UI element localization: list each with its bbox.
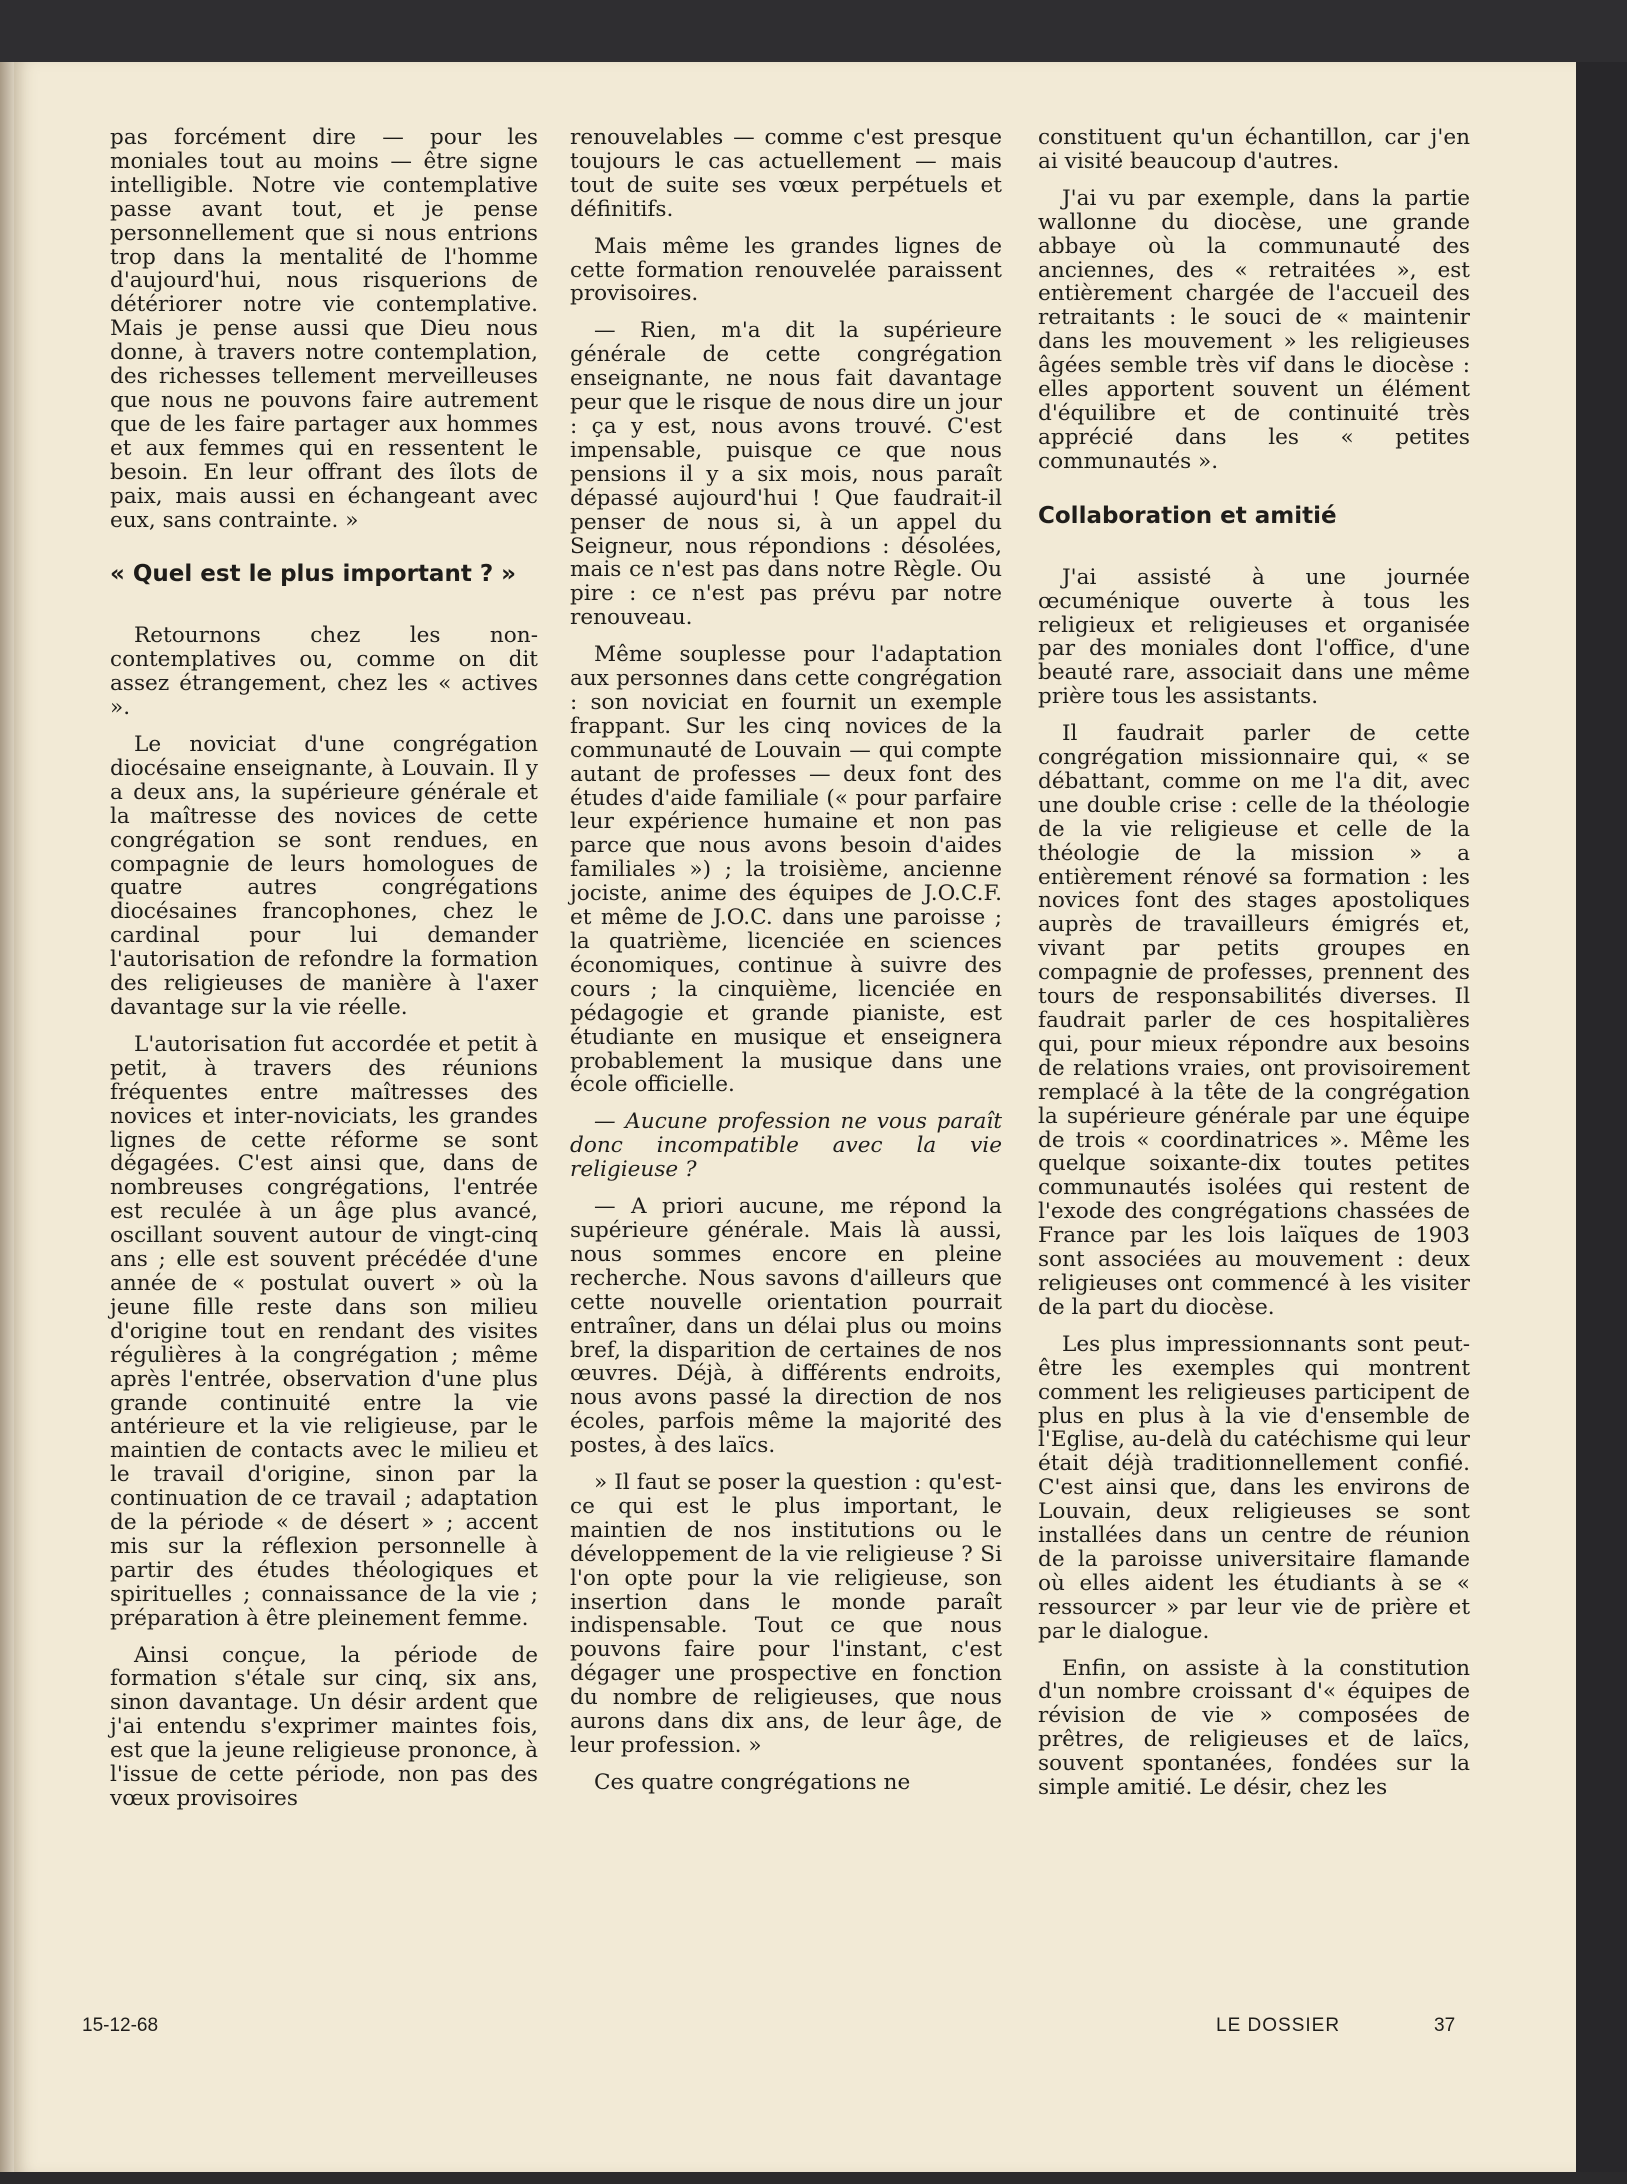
section-heading: Collaboration et amitié xyxy=(1038,502,1337,529)
paragraph: constituent qu'un échantillon, car j'en ai visité beaucoup d'autres. xyxy=(1038,125,1470,174)
footer-date: 15-12-68 xyxy=(82,2015,159,2036)
section-heading: « Quel est le plus important ? » xyxy=(110,561,517,588)
page-binding-edge xyxy=(0,62,14,2184)
scan-background-bottom xyxy=(0,2172,1627,2184)
scan-background-right xyxy=(1576,62,1627,2184)
scan-background-top xyxy=(0,0,1627,62)
paragraph: — A priori aucune, me répond la supérieure générale. Mais là aussi, nous sommes encore en pleine recherche. Nous savons d'ailleurs que cette nouvelle orientation pourrait entraîner, dans un délai plus ou moins bref, la disparition de certaines de nos œuvres. Déjà, à différents endroits, nous avons passé la direction de nos écoles, parfois même la majorité des postes, à des laïcs. xyxy=(570,1194,1002,1459)
paragraph: » Il faut se poser la question : qu'est-ce qui est le plus important, le maintien de nos institutions ou le développement de la vie religieuse ? Si l'on opte pour la vie religieuse, son insertion dans le monde paraît indispensable. Tout ce que nous pouvons faire pour l'instant, c'est dégager une prospective en fonction du nombre de religieuses, que nous aurons dans dix ans, de leur âge, de leur profession. » xyxy=(570,1470,1002,1758)
text-column-2 xyxy=(570,126,1002,1986)
paragraph: Il faudrait parler de cette congrégation missionnaire qui, « se débattant, comme on me l'a dit, avec une double crise : celle de la théologie de la vie religieuse et celle de la théologie de la mission » a entièrement rénové sa formation : les novices font des stages apostoliques auprès de travailleurs émigrés et, vivant par petits groupes en compagnie de professes, prennent des tours de responsabilités diverses. Il faudrait parler de ces hospitalières qui, pour mieux répondre aux besoins de relations vraies, ont provisoirement remplacé à la tête de la congrégation la supérieure générale par une équipe de trois « coordinatrices ». Même les quelque soixante-dix toutes petites communautés isolées qui restent de l'exode des congrégations chassées de France par les lois laïques de 1903 sont associées au mouvement : deux religieuses ont commencé à les visiter de la part du diocèse. xyxy=(1038,721,1470,1320)
paragraph: Le noviciat d'une congrégation diocésaine enseignante, à Louvain. Il y a deux ans, la supérieure générale et la maîtresse des novices de cette congrégation se sont rendues, en compagnie de leurs homologues de quatre autres congrégations diocésaines francophones, chez le cardinal pour lui demander l'autorisation de refondre la formation des religieuses de manière à l'axer davantage sur la vie réelle. xyxy=(110,732,538,1020)
paragraph: Retournons chez les non-contemplatives ou, comme on dit assez étrangement, chez les « actives ». xyxy=(110,623,538,721)
question-paragraph: — Aucune profession ne vous paraît donc incompatible avec la vie religieuse ? xyxy=(570,1109,1002,1183)
text-column-1 xyxy=(110,126,538,1986)
page-number: 37 xyxy=(1434,2015,1456,2036)
paragraph: L'autorisation fut accordée et petit à petit, à travers des réunions fréquentes entre maîtresses des novices et inter-noviciats, les grandes lignes de cette réforme se sont dégagées. C'est ainsi que, dans de nombreuses congrégations, l'entrée est reculée à un âge plus avancé, oscillant souvent autour de vingt-cinq ans ; elle est souvent précédée d'une année de « postulat ouvert » où la jeune fille reste dans son milieu d'origine tout en rendant des visites régulières à la congrégation ; même après l'entrée, observation d'une plus grande continuité entre la vie antérieure et la vie religieuse, par le maintien de contacts avec le milieu et le travail d'origine, sinon par la continuation de ce travail ; adaptation de la période « de désert » ; accent mis sur la réflexion personnelle à partir des études théologiques et spirituelles ; connaissance de la vie ; préparation à être pleinement femme. xyxy=(110,1031,538,1631)
paragraph: — Rien, m'a dit la supérieure générale de cette congrégation enseignante, ne nous fait davantage peur que le risque de nous dire un jour : ça y est, nous avons trouvé. C'est impensable, puisque ce que nous pensions il y a six mois, nous paraît dépassé aujourd'hui ! Que faudrait-il penser de nous si, à un appel du Seigneur, nous répondions : désolées, mais ce n'est pas dans notre Règle. Ou pire : ce n'est pas prévu par notre renouveau. xyxy=(570,318,1002,631)
paragraph: renouvelables — comme c'est presque toujours le cas actuellement — mais tout de suite ses vœux perpétuels et définitifs. xyxy=(570,125,1002,222)
paragraph: Les plus impressionnants sont peut-être les exemples qui montrent comment les religieuses participent de plus en plus à la vie d'ensemble de l'Eglise, au-delà du catéchisme qui leur était déjà traditionnellement confié. C'est ainsi que, dans les environs de Louvain, deux religieuses se sont installées dans un centre de réunion de la paroisse universitaire flamande où elles aident les étudiants à se « ressourcer » par leur vie de prière et par le dialogue. xyxy=(1038,1331,1470,1644)
paragraph: Ces quatre congrégations ne xyxy=(594,1769,911,1795)
paragraph: Mais même les grandes lignes de cette formation renouvelée paraissent provisoires. xyxy=(570,233,1002,307)
paragraph: Enfin, on assiste à la constitution d'un nombre croissant d'« équipes de révision de vie » composées de prêtres, de religieuses et de laïcs, souvent spontanées, fondées sur la simple amitié. Le désir, chez les xyxy=(1038,1655,1470,1801)
paragraph: Ainsi conçue, la période de formation s'étale sur cinq, six ans, sinon davantage. Un désir ardent que j'ai entendu s'exprimer maintes fois, est que la jeune religieuse prononce, à l'issue de cette période, non pas des vœux provisoires xyxy=(110,1642,538,1811)
paragraph: pas forcément dire — pour les moniales tout au moins — être signe intelligible. Notre vie contemplative passe avant tout, et je pense personnellement que si nous entrions trop dans la mentalité de l'homme d'aujourd'hui, nous risquerions de détériorer notre vie contemplative. Mais je pense aussi que Dieu nous donne, à travers notre contemplation, des richesses tellement merveilleuses que nous ne pouvons faire autrement que de les faire partager aux hommes et aux femmes qui en ressentent le besoin. En leur offrant des îlots de paix, mais aussi en échangeant avec eux, sans contrainte. » xyxy=(110,125,538,533)
footer-publication: LE DOSSIER xyxy=(1216,2015,1341,2036)
paragraph: J'ai assisté à une journée œcuménique ouverte à tous les religieux et religieuses et organisée par des moniales dont l'office, d'une beauté rare, associait dans une même prière tous les assistants. xyxy=(1038,564,1470,710)
text-column-3 xyxy=(1038,126,1470,1986)
paragraph: J'ai vu par exemple, dans la partie wallonne du diocèse, une grande abbaye où la communauté des anciennes, des « retraitées », est entièrement chargée de l'accueil des retraitants : le souci de « maintenir dans les mouvement » les religieuses âgées semble très vif dans le diocèse : elles apportent souvent un élément d'équilibre et de continuité très apprécié dans les « petites communautés ». xyxy=(1038,185,1470,474)
paragraph: Même souplesse pour l'adaptation aux personnes dans cette congrégation : son noviciat en fournit un exemple frappant. Sur les cinq novices de la communauté de Louvain — qui compte autant de professes — deux font des études d'aide familiale (« pour parfaire leur expérience humaine et non pas parce que nous avons besoin d'aides familiales ») ; la troisième, ancienne jociste, anime des équipes de J.O.C.F. et même de J.O.C. dans une paroisse ; la quatrième, licenciée en sciences économiques, continue à suivre des cours ; la cinquième, licenciée en pédagogie et grande pianiste, est étudiante en musique et enseignera probablement la musique dans une école officielle. xyxy=(570,642,1002,1098)
